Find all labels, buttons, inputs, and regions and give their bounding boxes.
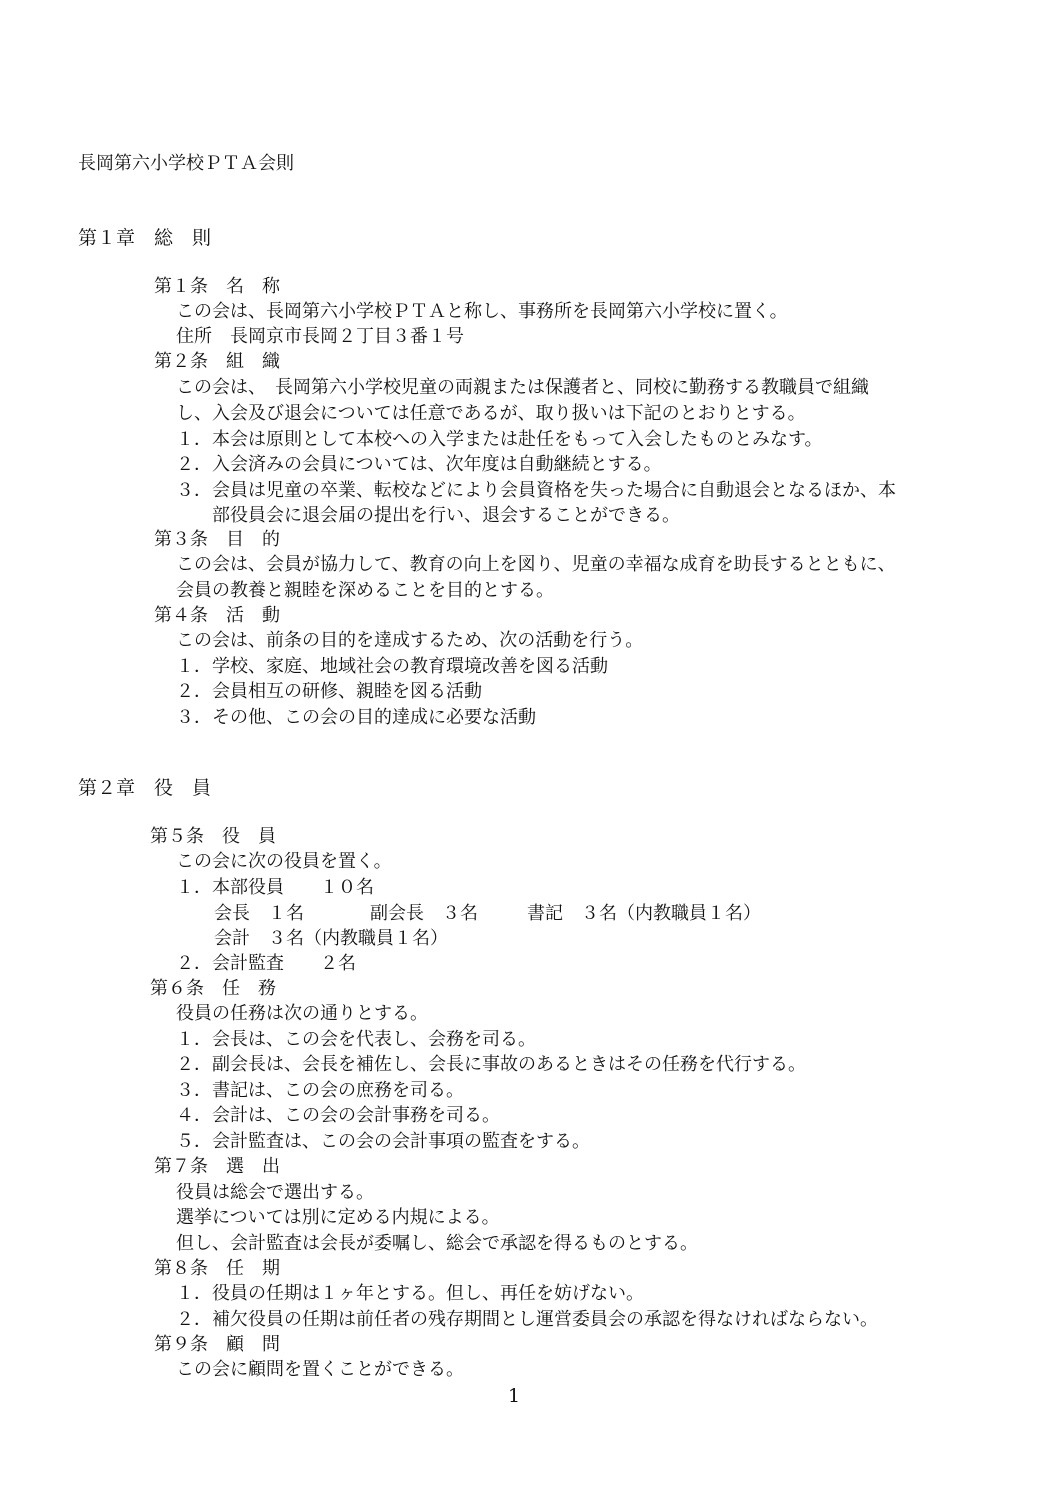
article-8-heading: 第８条 任 期: [154, 1258, 280, 1279]
article-6-item-2: ２．副会長は、会長を補佐し、会長に事故のあるときはその任務を代行する。: [176, 1054, 806, 1075]
article-4-item-3: ３．その他、この会の目的達成に必要な活動: [176, 707, 536, 728]
article-4-heading: 第４条 活 動: [154, 605, 280, 626]
article-5-officer-vice-president: 副会長 ３名: [370, 903, 478, 924]
article-7-text-3: 但し、会計監査は会長が委嘱し、総会で承認を得るものとする。: [176, 1233, 698, 1254]
article-4-item-2: ２．会員相互の研修、親睦を図る活動: [176, 681, 482, 702]
article-2-item-3-line2: 部役員会に退会届の提出を行い、退会することができる。: [212, 505, 680, 526]
article-3-text-line2: 会員の教養と親睦を深めることを目的とする。: [176, 580, 554, 601]
article-6-text: 役員の任務は次の通りとする。: [176, 1003, 428, 1024]
article-5-heading: 第５条 役 員: [150, 826, 276, 847]
article-9-heading: 第９条 顧 問: [154, 1334, 280, 1355]
article-3-text-line1: この会は、会員が協力して、教育の向上を図り、児童の幸福な成育を助長するとともに、: [176, 554, 896, 575]
article-7-heading: 第７条 選 出: [154, 1156, 280, 1177]
page-number: 1: [508, 1385, 521, 1407]
article-2-item-1: １．本会は原則として本校への入学または赴任をもって入会したものとみなす。: [176, 429, 823, 450]
article-6-item-3: ３．書記は、この会の庶務を司る。: [176, 1080, 464, 1101]
article-6-item-5: ５．会計監査は、この会の会計事項の監査をする。: [176, 1131, 590, 1152]
article-3-heading: 第３条 目 的: [154, 529, 280, 550]
article-2-text-line1: この会は、 長岡第六小学校児童の両親または保護者と、同校に勤務する教職員で組織: [176, 377, 869, 398]
chapter-1-heading: 第１章 総 則: [78, 227, 212, 249]
article-6-item-1: １．会長は、この会を代表し、会務を司る。: [176, 1029, 536, 1050]
article-5-officer-treasurer: 会計 ３名（内教職員１名）: [214, 928, 448, 949]
article-2-heading: 第２条 組 織: [154, 351, 280, 372]
article-7-text-2: 選挙については別に定める内規による。: [176, 1207, 500, 1228]
article-8-item-2: ２．補欠役員の任期は前任者の残存期間とし運営委員会の承認を得なければならない。: [176, 1309, 878, 1330]
article-2-item-3-line1: ３．会員は児童の卒業、転校などにより会員資格を失った場合に自動退会となるほか、本: [176, 480, 896, 501]
article-7-text-1: 役員は総会で選出する。: [176, 1182, 374, 1203]
article-5-item-2: ２．会計監査 ２名: [176, 953, 356, 974]
article-2-text-line2: し、入会及び退会については任意であるが、取り扱いは下記のとおりとする。: [176, 403, 806, 424]
article-5-officer-president: 会長 １名: [214, 903, 304, 924]
article-5-text: この会に次の役員を置く。: [176, 851, 392, 872]
article-2-item-2: ２．入会済みの会員については、次年度は自動継続とする。: [176, 454, 662, 475]
article-9-text: この会に顧問を置くことができる。: [176, 1359, 464, 1380]
article-1-text: この会は、長岡第六小学校ＰＴＡと称し、事務所を長岡第六小学校に置く。: [176, 301, 788, 322]
article-1-address: 住所 長岡京市長岡２丁目３番１号: [176, 326, 464, 347]
article-6-heading: 第６条 任 務: [150, 978, 276, 999]
article-6-item-4: ４．会計は、この会の会計事務を司る。: [176, 1105, 500, 1126]
article-4-text: この会は、前条の目的を達成するため、次の活動を行う。: [176, 630, 644, 651]
document-title: 長岡第六小学校ＰＴＡ会則: [78, 153, 294, 174]
article-5-item-1: １．本部役員 １０名: [176, 877, 374, 898]
article-5-officer-secretary: 書記 ３名（内教職員１名）: [527, 903, 761, 924]
article-4-item-1: １．学校、家庭、地域社会の教育環境改善を図る活動: [176, 656, 608, 677]
article-8-item-1: １．役員の任期は１ヶ年とする。但し、再任を妨げない。: [176, 1283, 644, 1304]
chapter-2-heading: 第２章 役 員: [78, 777, 212, 799]
article-1-heading: 第１条 名 称: [154, 276, 280, 297]
